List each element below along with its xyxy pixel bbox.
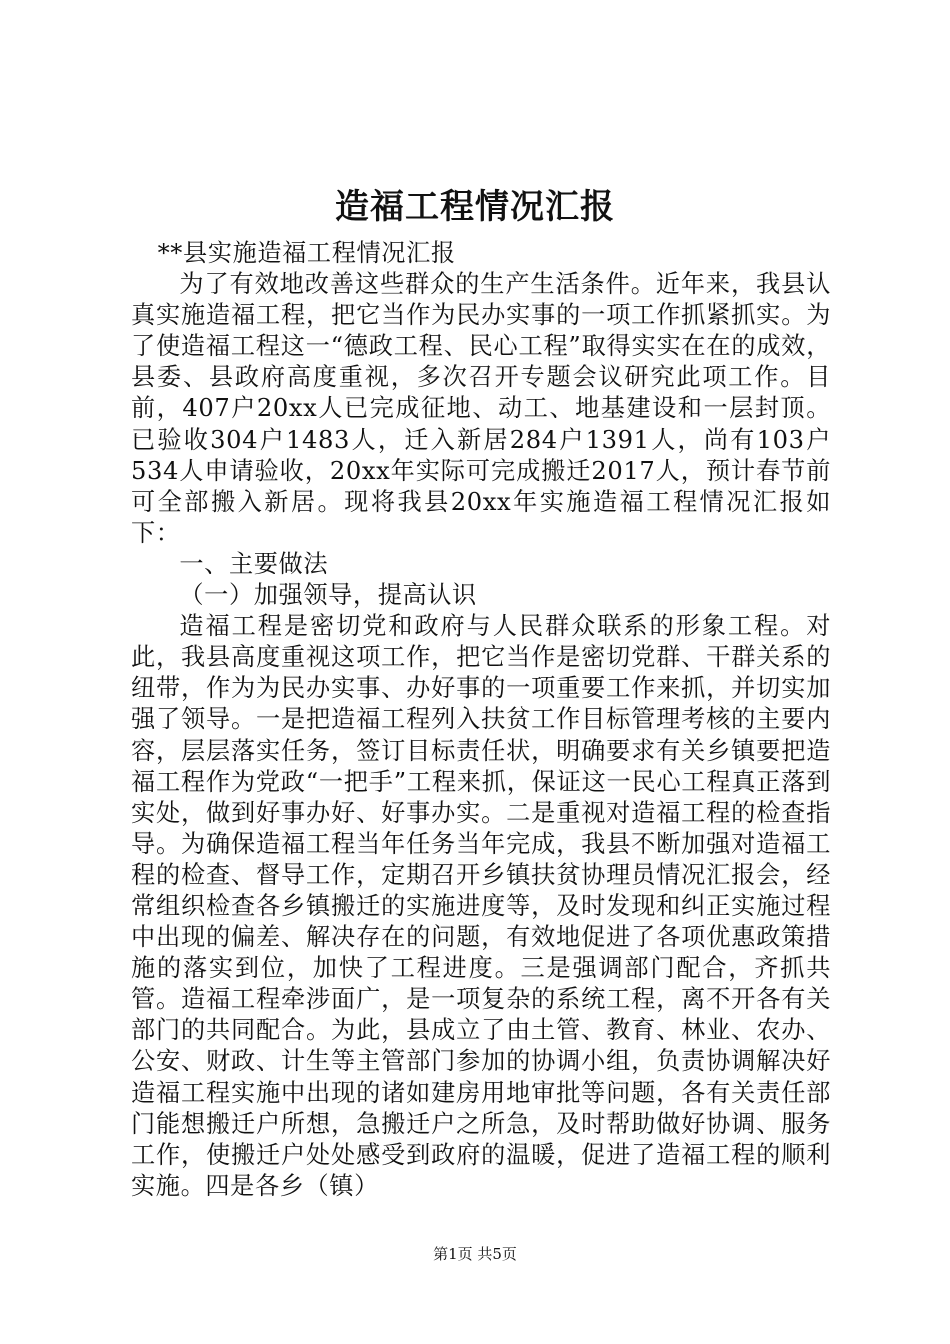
document-body	[131, 238, 831, 1202]
section-heading: 一、主要做法	[179, 549, 329, 578]
body-paragraph: 造福工程是密切党和政府与人民群众联系的形象工程。对此，我县高度重视这项工作，把它当作是密切党群、干群关系的纽带，作为为民办实事、办好事的一项重要工作来抓，并切实加强了领导。一是把造福工程列入扶贫工作目标管理考核的主要内容，层层落实任务，签订目标责任状，明确要求有关乡镇要把造福工程作为党政“一把手”工程来抓，保证这一民心工程真正落到实处，做到好事办好、好事办实。二是重视对造福工程的检查指导。为确保造福工程当年任务当年完成，我县不断加强对造福工程的检查、督导工作，定期召开乡镇扶贫协理员情况汇报会，经常组织检查各乡镇搬迁的实施进度等，及时发现和纠正实施过程中出现的偏差、解决存在的问题，有效地促进了各项优惠政策措施的落实到位，加快了工程进度。三是强调部门配合，齐抓共管。造福工程牵涉面广，是一项复杂的系统工程，离不开各有关部门的共同配合。为此，县成立了由土管、教育、林业、农办、公安、财政、计生等主管部门参加的协调小组，负责协调解决好造福工程实施中出现的诸如建房用地审批等问题，各有关责任部门能想搬迁户所想，急搬迁户之所急，及时帮助做好协调、服务工作，使搬迁户处处感受到政府的温暖，促进了造福工程的顺利实施。四是各乡（镇）	[131, 612, 831, 1200]
subsection-heading: （一）加强领导，提高认识	[179, 581, 477, 610]
page-number-footer: 第1页 共5页	[433, 1245, 517, 1263]
page-title: 造福工程情况汇报	[335, 187, 615, 227]
document-subtitle: **县实施造福工程情况汇报	[157, 239, 456, 267]
intro-paragraph: 为了有效地改善这些群众的生产生活条件。近年来，我县认真实施造福工程，把它当作为民办实事的一项工作抓紧抓实。为了使造福工程这一“德政工程、民心工程”取得实实在在的成效，县委、县政府高度重视，多次召开专题会议研究此项工作。目前，407户20xx人已完成征地、动工、地基建设和一层封顶。已验收304户1483人，迁入新居284户1391人，尚有103户534人申请验收，20xx年实际可完成搬迁2017人，预计春节前可全部搬入新居。现将我县20xx年实施造福工程情况汇报如下：	[131, 270, 831, 547]
